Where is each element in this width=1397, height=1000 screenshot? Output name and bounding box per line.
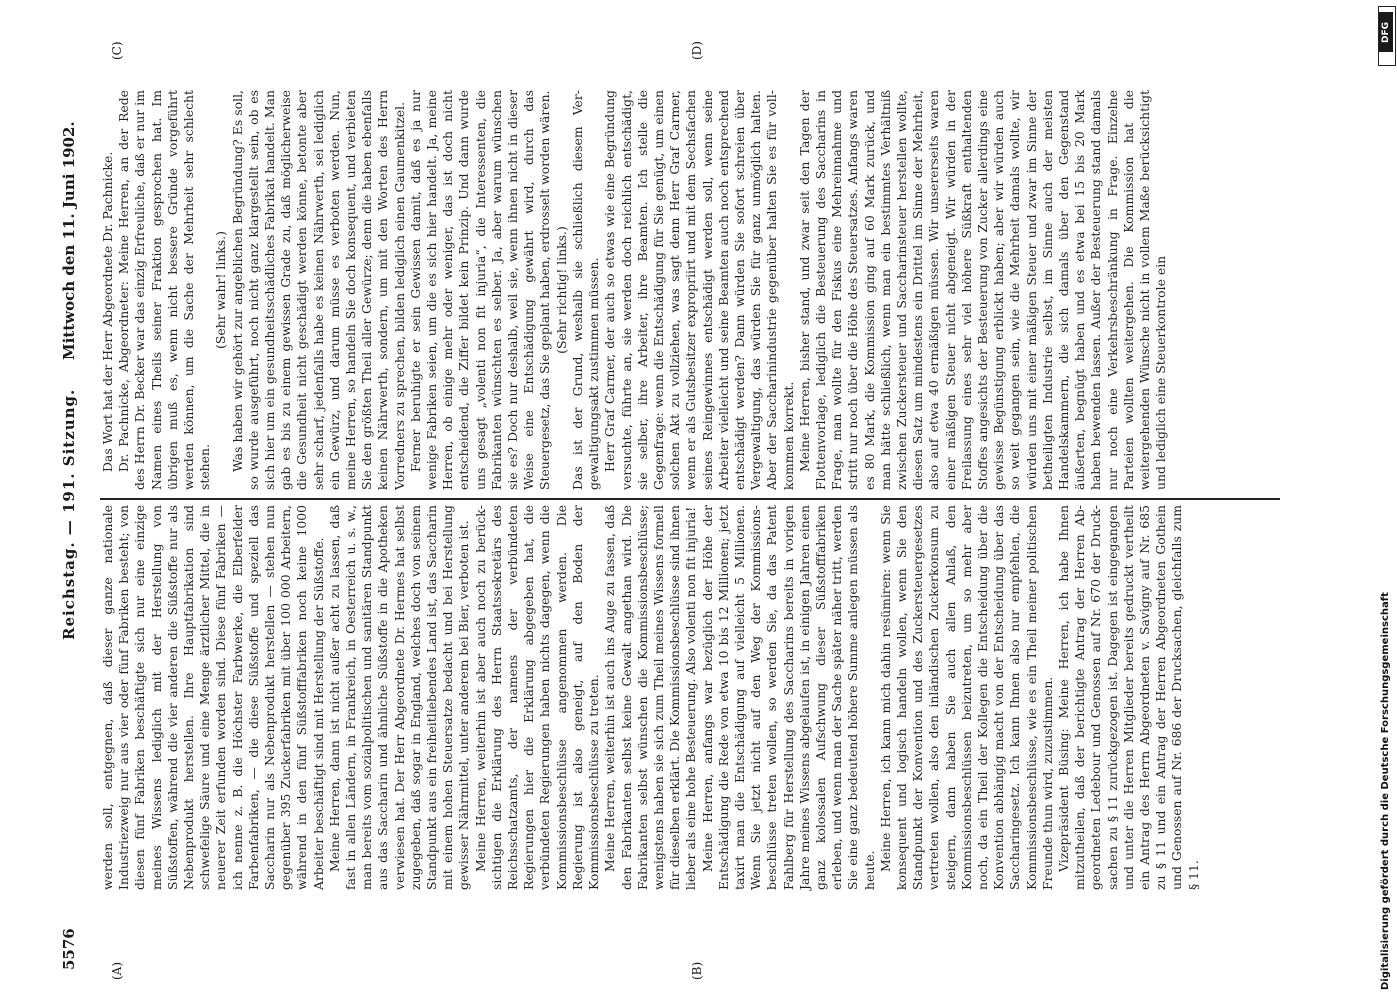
page-header	[60, 0, 86, 1000]
column-divider	[100, 498, 1280, 500]
dfg-logo: DFG	[1379, 12, 1393, 52]
left-paragraph: Meine Herren, weiterhin ist aber auch noch zu berücksichtigen die Erklärung des Herrn Staatssekretärs des Reichsschatzamts, der namens der verbündeten Regierungen hier die Erklärung abgegeben hat, die verbündeten Regierungen haben nichts dagegen, wenn die Kommissionsbeschlüsse angenommen werden. Die Regierung ist also geneigt, auf den Boden der Kommissionsbeschlüsse zu treten.	[472, 505, 602, 890]
page-number: 5576	[60, 928, 78, 970]
margin-mark-b: (B)	[690, 961, 704, 980]
digitization-credit: Digitalisierung gefördert durch die Deutsche Forschungsgemeinschaft	[1380, 592, 1391, 990]
digitization-sidebar	[1376, 0, 1397, 1000]
margin-mark-d: (D)	[690, 41, 704, 60]
left-paragraph: Meine Herren, ich kann mich dahin resümiren: wenn Sie konsequent und logisch handeln wollen, wenn Sie den Standpunkt der Konvention und des Zuckersteuergesetzes vertreten wollen, also den inländischen Zuckerkonsum zu steigern, dann haben Sie auch allen Anlaß, den Kommissionsbeschlüssen beizutreten, um so mehr aber noch, da ein Theil der Kollegen die Entscheidung über die Konvention abhängig macht von der Entscheidung über das Saccharingesetz. Ich kann Ihnen also nur empfehlen, die Kommissionsbeschlüsse, wie es ein Theil meiner politischen Freunde thun wird, zuzustimmen.	[877, 505, 1055, 890]
left-paragraph: Meine Herren, dann ist nicht außer acht zu lassen, daß fast in allen Ländern, in Frankreich, in Oesterreich u. s. w., man bereits vom sozialpolitischen und sanitären Standpunkt aus das Saccharin und ähnliche Süßstoffe in die Apotheken verwiesen hat. Der Herr Abgeordnete Dr. Hermes hat selbst zugegeben, daß sogar in England, welches doch von seinem Standpunkt aus ein freiheitliebendes Land ist, das Saccharin mit einem hohen Steuersatze bedacht und bei Herstellung gewisser Nährmittel, unter anderem bei Bier, verboten ist.	[326, 505, 472, 890]
left-column	[100, 505, 1202, 890]
right-paragraph: Das Wort hat der Herr Abgeordnete Dr. Pachnicke.	[100, 151, 115, 472]
page-title: Reichstag. — 191. Sitzung.	[60, 388, 78, 640]
margin-mark-a: (A)	[110, 961, 124, 980]
right-paragraph: Herr Graf Carmer, der auch so etwas wie eine Begründung versuchte, führte an, sie werden doch reichlich entschädigt, sie selber, ihre Arbeiter, ihre Beamten. Ich stelle die Gegenfrage: wenn die Entschädigung für Sie genügt, um einen solchen Akt zu vollziehen, was sagt denn Herr Graf Carmer, wenn er als Gutsbesitzer expropriirt und mit dem Sechsfachen seines Reingewinnes entschädigt werden soll, wenn seine Arbeiter vielleicht und seine Beamten auch noch entsprechend entschädigt werden? Dann würden Sie sofort schreien über Vergewaltigung, das würden Sie für ganz unmöglich halten. Aber der Saccharinindustrie gegenüber halten Sie es für vollkommen korrekt.	[602, 90, 796, 490]
left-paragraph: Meine Herren, anfangs war bezüglich der Höhe der Entschädigung die Rede von etwa 10 bis 12 Millionen; jetzt taxirt man die Entschädigung auf vielleicht 5 Millionen. Wenn Sie jetzt nicht auf den Weg der Kommissionsbeschlüsse treten wollen, so werden Sie, da das Patent Fahlberg für Herstellung des Saccharins bereits in vorigen Jahre meines Wissens abgelaufen ist, in einigen Jahren einen ganz kolossalen Aufschwung dieser Süßstofffabriken erleben, und wenn man der Sache später näher tritt, werden Sie eine ganz bedeutend höhere Summe anlegen müssen als heute.	[699, 505, 877, 890]
left-paragraph: Meine Herren, weiterhin ist auch ins Auge zu fassen, daß den Fabrikanten selbst keine Gewalt angethan wird. Die Fabrikanten selbst wünschen die Kommissionsbeschlüsse; wenigstens haben sie sich zum Theil meines Wissens formell für dieselben erklärt. Die Kommissionsbeschlüsse sind ihnen lieber als eine hohe Besteuerung. Also volenti non fit injuria!	[602, 505, 699, 890]
right-paragraph: Meine Herren, bisher stand, und zwar seit den Tagen der Flottenvorlage, lediglich die Besteuerung des Saccharins in Frage, man wollte für den Fiskus eine Mehreinnahme und stritt nur noch über die Höhe des Steuersatzes. Anfangs waren es 80 Mark, die Kommission ging auf 60 Mark zurück, und man hätte schließlich, wenn man ein bestimmtes Verhältniß zwischen Zuckersteuer und Saccharinsteuer herstellen wollte, diesen Satz um mindestens ein Drittel im Sinne der Mehrheit, also auf etwa 40 ermäßigen müssen. Wir unsererseits waren einer mäßigen Steuer nicht abgeneigt. Wir würden in der Freilassung eines sehr viel höhere Süßkraft enthaltenden Stoffes angesichts der Besteuerung von Zucker allerdings eine gewisse Begünstigung erblickt haben; aber wir würden auch so weit gegangen sein, wie die Mehrheit damals wollte, wir würden uns mit einer mäßigen Steuer und zwar im Sinne der betheiligten Industrie selbst, im Sinne auch der meisten Handelskammern, die sich damals über den Gegenstand äußerten, begnügt haben und es etwa bei 15 bis 20 Mark haben bewenden lassen. Außer der Besteuerung stand damals nur noch eine Verkehrsbeschränkung in Frage. Einzelne Parteien wollten weitergehen. Die Kommission hat die weitergehenden Wünsche nicht in vollem Maße berücksichtigt und lediglich eine Steuerkontrole ein	[796, 90, 1169, 490]
right-paragraph: Das ist der Grund, weshalb sie schließlich diesem Vergewaltigungsakt zustimmen müssen.	[569, 90, 602, 490]
left-paragraph: werden soll, entgegnen, daß dieser ganze nationale Industriezweig nur aus vier oder fünf Fabriken besteht; von diesen fünf Fabriken beschäftigte sich nur eine einzige meines Wissens lediglich mit der Herstellung von Süßstoffen, während die vier anderen die Süßstoffe nur als Nebenprodukt herstellen. Ihre Hauptfabrikation sind schwefelige Säure und eine Menge ärztlicher Mittel, die in neuerer Zeit erfunden worden sind. Diese fünf Fabriken — ich nenne z. B. die Höchster Farbwerke, die Elberfelder Farbenfabriken, — die diese Süßstoffe und speziell das Saccharin nur als Nebenprodukt herstellen — stehen nun gegenüber 395 Zuckerfabriken mit über 100 000 Arbeitern, während in den fünf Süßstofffabriken noch keine 1000 Arbeiter beschäftigt sind mit Herstellung der Süßstoffe.	[100, 505, 326, 890]
right-paragraph: Ferner beruhigte er sein Gewissen damit, daß es ja nur wenige Fabriken seien, um die es sich hier handelt. Ja, meine Herren, ob einige mehr oder weniger, das ist doch nicht entscheidend, die Ziffer bildet kein Prinzip. Und dann wurde uns gesagt „volenti non fit injuria“, die Interessenten, die Fabrikanten wünschten es selber. Ja, aber warum wünschen sie es? Doch nur deshalb, weil sie, wenn ihnen nicht in dieser Weise eine Entschädigung gewährt wird, durch das Steuergesetz, das Sie geplant haben, erdrosselt worden wären.	[407, 90, 553, 490]
left-paragraph: Vizepräsident Büsing: Meine Herren, ich habe Ihnen mitzutheilen, daß der berichtigte Antrag der Herren Abgeordneten Ledebour und Genossen auf Nr. 670 der Drucksachen zu § 11 zurückgezogen ist. Dagegen ist eingegangen und unter die Herren Mitglieder bereits gedruckt vertheilt ein Antrag des Herrn Abgeordneten v. Savigny auf Nr. 685 zu § 11 und ein Antrag der Herren Abgeordneten Gothein und Genossen auf Nr. 686 der Drucksachen, gleichfalls zum § 11.	[1055, 505, 1201, 890]
right-column	[100, 90, 1169, 490]
right-paragraph: Was haben wir gehört zur angeblichen Begründung? Es soll, so wurde ausgeführt, noch nicht ganz klargestellt sein, ob es sich hier um ein gesundheitsschädliches Fabrikat handelt. Man gab es bis zu einem gewissen Grade zu, daß möglicherweise die Gesundheit nicht geschädigt werden könne, betonte aber sehr scharf, jedenfalls habe es keinen Nährwerth, sei lediglich ein Gewürz, und darum müsse es verboten werden. Nun, meine Herren, so handeln Sie doch konsequent, und verbieten Sie den größten Theil aller Gewürze; denn die haben ebenfalls keinen Nährwerth, sondern, um mit den Worten des Herrn Vorredners zu sprechen, bilden lediglich einen Gaumenkitzel.	[229, 90, 407, 490]
interjection: (Sehr wahr! links.)	[213, 231, 229, 349]
right-paragraph: Dr. Pachnicke, Abgeordneter: Meine Herren, an der Rede des Herrn Dr. Becker war das einzig Erfreuliche, daß er nur im Namen eines Theils seiner Fraktion gesprochen hat. Im übrigen muß es, wenn nicht bessere Gründe vorgeführt werden können, um die Sache der Mehrheit sehr schlecht stehen.	[116, 90, 213, 490]
page-date: Mittwoch den 11. Juni 1902.	[60, 121, 78, 360]
interjection: (Sehr richtig! links.)	[553, 226, 569, 354]
margin-mark-c: (C)	[110, 41, 124, 60]
